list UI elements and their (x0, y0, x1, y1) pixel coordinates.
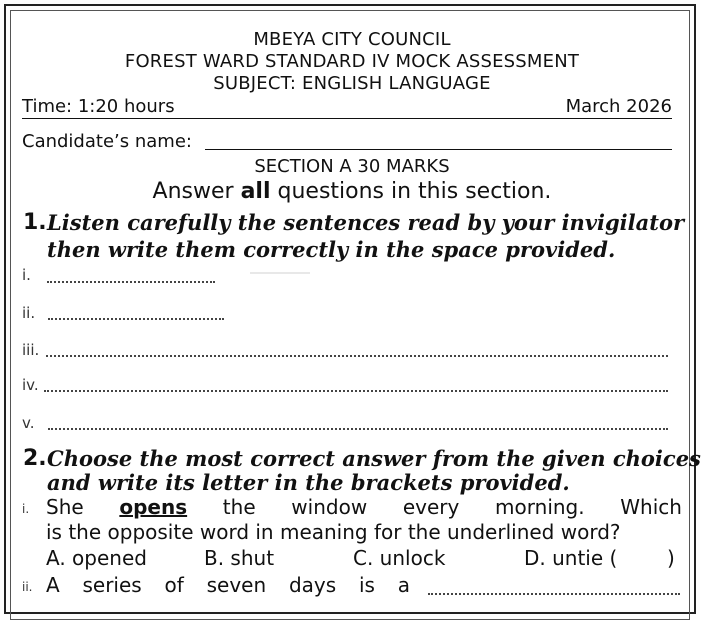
assessment-title: FOREST WARD STANDARD IV MOCK ASSESSMENT (124, 51, 580, 72)
q2-item-ii-line1: A series of seven days is a (46, 573, 410, 597)
exam-date: March 2026 (565, 96, 672, 117)
subject-title: SUBJECT: ENGLISH LANGUAGE (213, 73, 491, 94)
q1-item-ii-label: ii. (22, 304, 36, 322)
question-2-number: 2. (23, 446, 47, 471)
time-date-row (22, 96, 672, 119)
question-1-text-line2: then write them correctly in the space provided. (47, 237, 616, 262)
q1-item-iii-label: iii. (22, 341, 40, 359)
question-1-text-line1: Listen carefully the sentences read by your invigilator (47, 210, 685, 235)
section-title: SECTION A 30 MARKS (254, 156, 450, 177)
q1-item-iii-answer-line[interactable] (46, 355, 668, 357)
q2-option-b: B. shut (204, 546, 275, 570)
q1-item-v-label: v. (22, 414, 35, 432)
q2-item-ii-label: ii. (22, 580, 33, 594)
candidate-name-line[interactable] (205, 149, 672, 150)
q1-item-iv-answer-line[interactable] (44, 390, 668, 392)
q1-item-i-label: i. (22, 266, 31, 284)
q2-option-c: C. unlock (353, 546, 446, 570)
q2-item-i-line2: is the opposite word in meaning for the underlined word? (46, 520, 621, 544)
q2-item-ii-answer-line[interactable] (428, 593, 680, 595)
q2-option-a: A. opened (46, 546, 147, 570)
q2-item-i-line1: She opens the window every morning. Which (46, 495, 682, 519)
council-title: MBEYA CITY COUNCIL (253, 29, 451, 50)
q1-item-ii-answer-line[interactable] (48, 318, 224, 320)
q2-option-d: D. untie ( (524, 546, 618, 570)
question-2-text-line1: Choose the most correct answer from the given choices (47, 446, 701, 471)
candidate-name-label: Candidate’s name: (22, 131, 192, 152)
time-allowed: Time: 1:20 hours (22, 96, 175, 117)
q1-item-v-answer-line[interactable] (48, 428, 668, 430)
underlined-word: opens (119, 495, 188, 519)
question-1-number: 1. (23, 210, 47, 235)
q1-item-iv-label: iv. (22, 376, 39, 394)
section-instruction: Answer all questions in this section. (152, 179, 552, 204)
q2-item-i-label: i. (22, 502, 30, 516)
q1-item-i-answer-line[interactable] (47, 281, 215, 283)
scan-mark (250, 272, 310, 274)
question-2-text-line2: and write its letter in the brackets provided. (47, 470, 570, 495)
q2-answer-bracket-close[interactable]: ) (667, 546, 675, 570)
